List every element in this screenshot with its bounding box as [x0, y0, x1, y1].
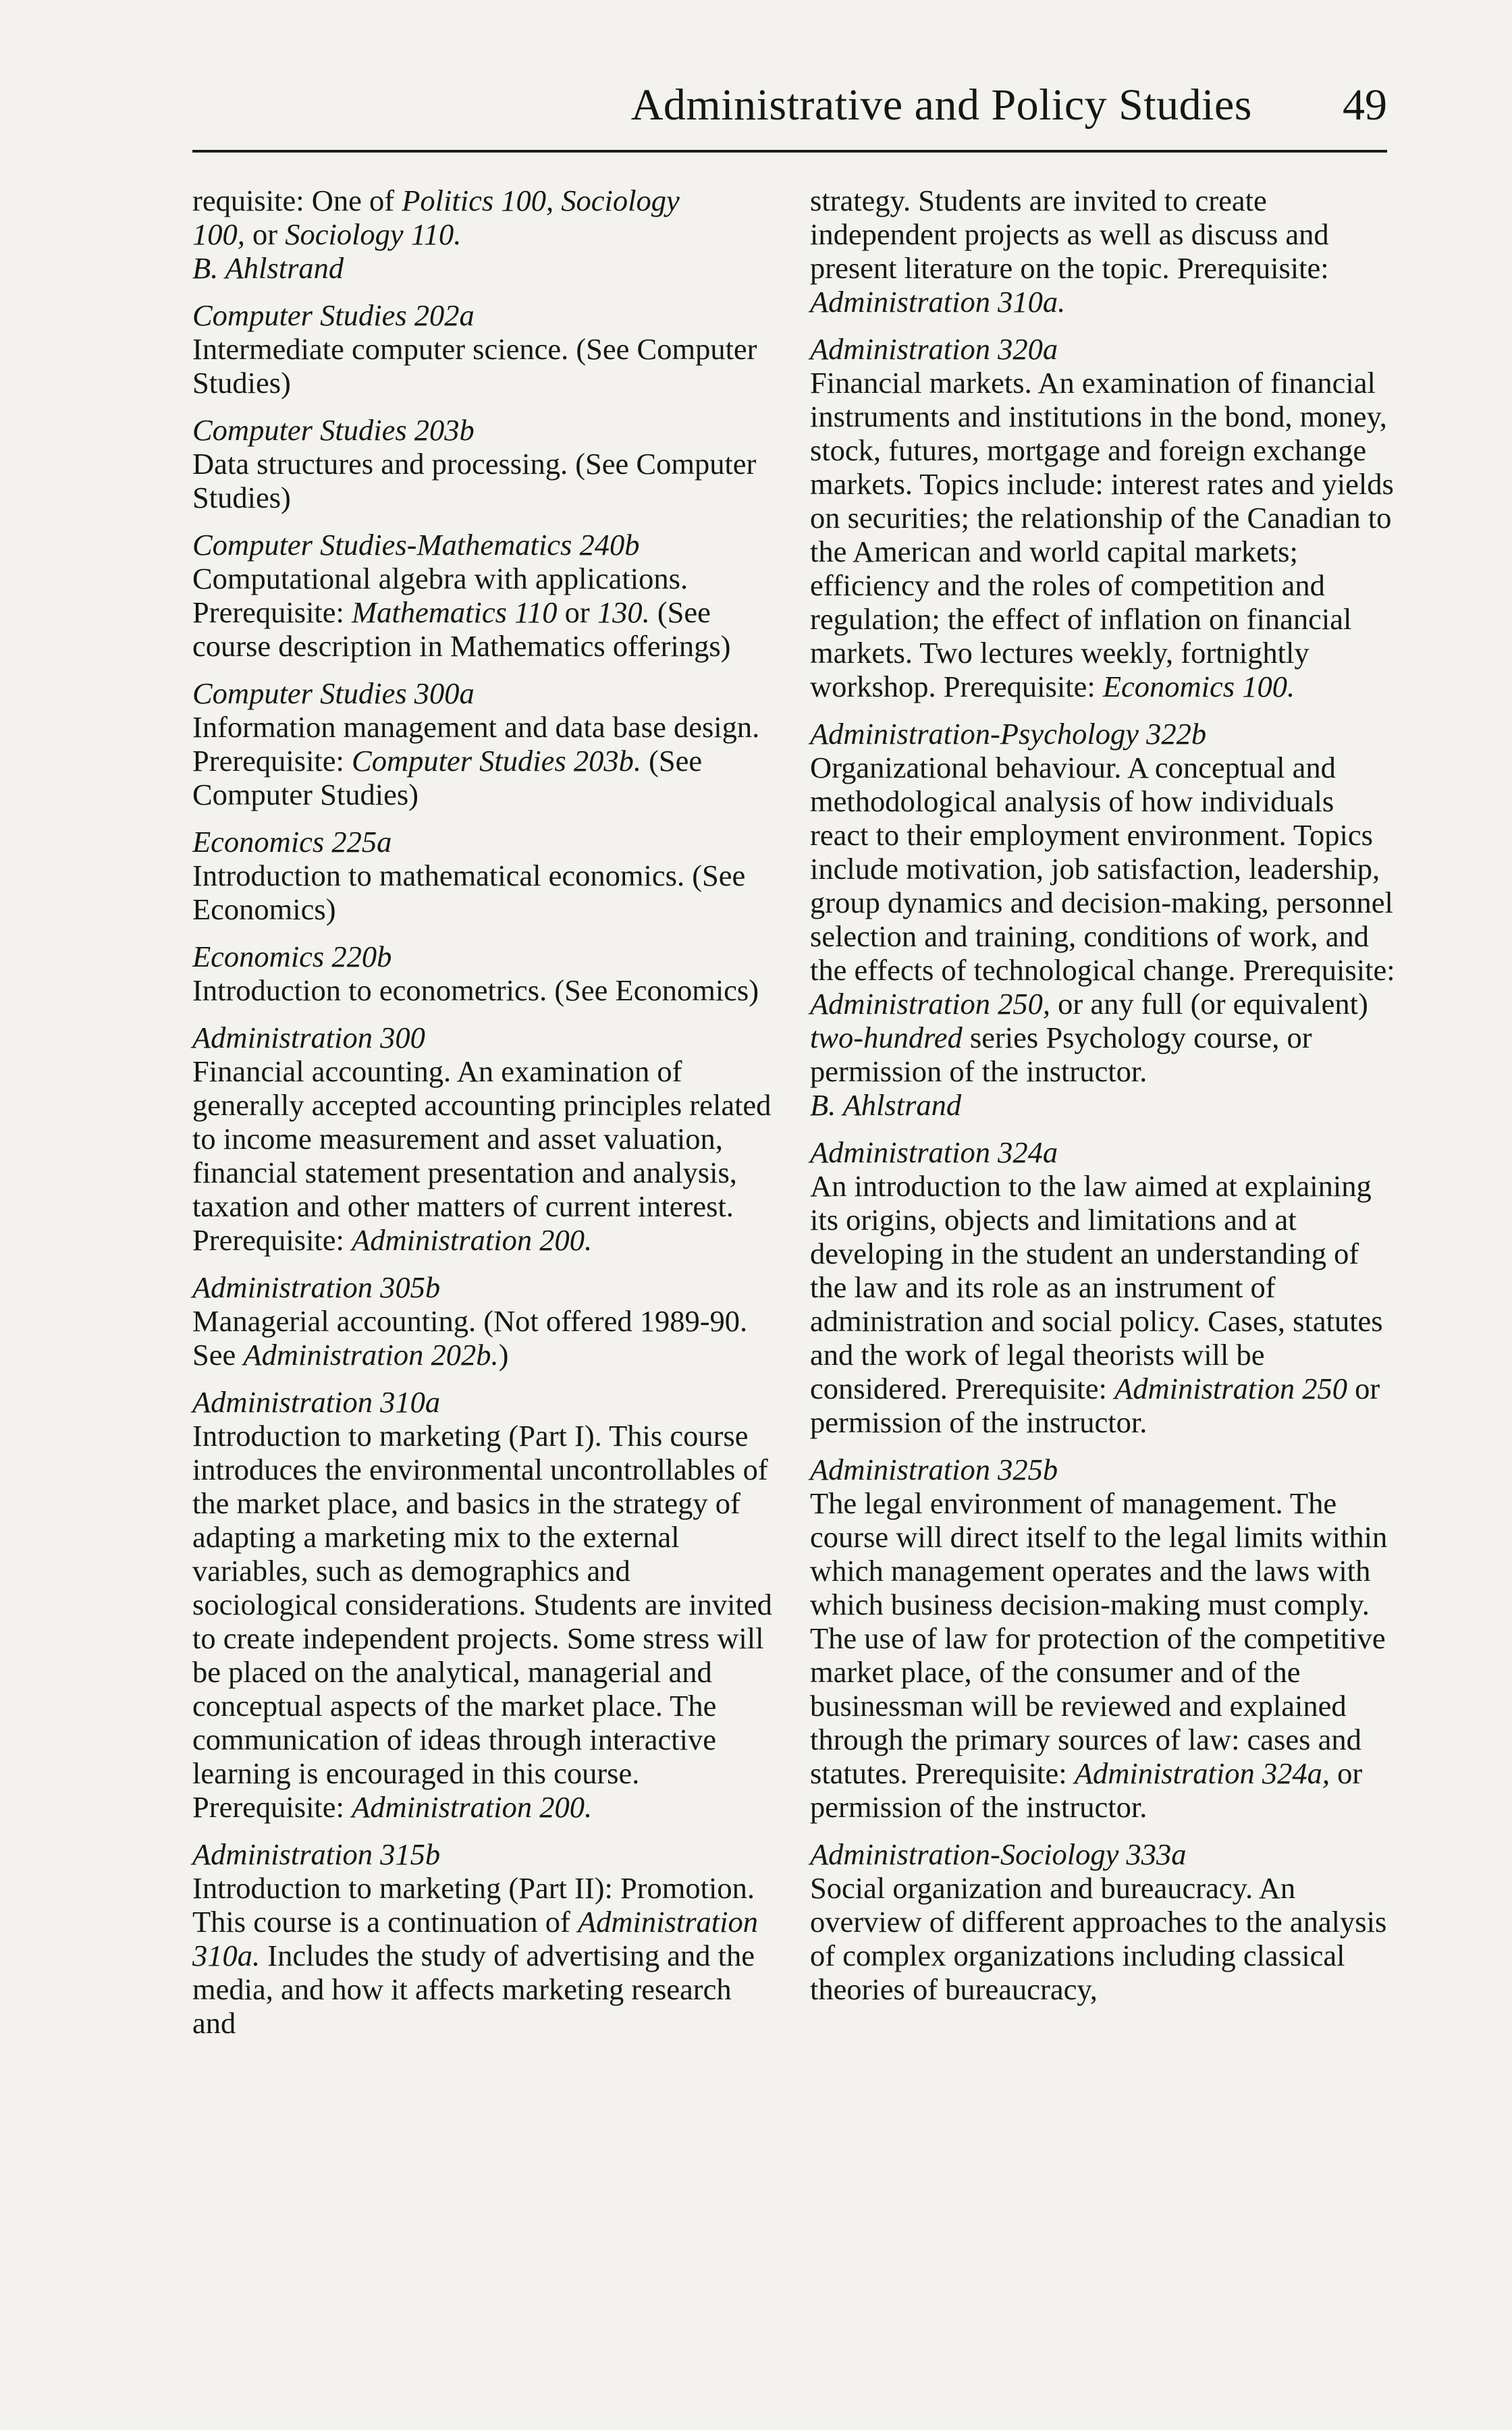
course-ref: Sociology 110. — [285, 217, 462, 251]
header-title: Administrative and Policy Studies — [630, 80, 1252, 130]
text: Computational algebra with applications. Prerequisite: — [192, 562, 688, 629]
course-ref: Administration 250, — [810, 987, 1051, 1021]
course-heading: Administration 305b — [192, 1270, 441, 1304]
course-entry — [192, 528, 773, 663]
course-entry — [192, 940, 773, 1007]
course-heading: Administration-Sociology 333a — [810, 1837, 1187, 1871]
course-description — [192, 710, 773, 811]
course-entry — [192, 676, 773, 811]
header-rule — [192, 150, 1387, 153]
text: Financial accounting. An examination of generally accepted accounting principles related to income measurement and asset valuation, financial statement presentation and analysis, taxation and other matters of current interest. Prerequisite: — [192, 1054, 772, 1257]
text: Includes the study of advertising and the media, and how it affects marketing research and — [192, 1939, 755, 2040]
course-heading: Administration 315b — [192, 1837, 441, 1871]
text: or permission of the instructor. — [810, 1756, 1363, 1824]
text: Financial markets. An examination of financial instruments and institutions in the bond, money, stock, futures, mortgage and foreign exchange markets. Topics include: interest rates and yields on securities; the relationship of the Canadian to the American and world capital markets; efficiency and the roles of competition and regulation; the effect of inflation on financial markets. Two lectures weekly, fortnightly workshop. Prerequisite: — [810, 366, 1394, 703]
text: Introduction to marketing (Part II): Promotion. This course is a continuation of — [192, 1871, 755, 1939]
course-heading: Administration 320a — [810, 332, 1058, 366]
course-ref: Administration 310a. — [810, 285, 1066, 319]
course-heading: Administration 325b — [810, 1453, 1058, 1486]
course-ref: Administration 324a, — [1074, 1756, 1330, 1790]
course-entry — [192, 1021, 773, 1257]
course-ref: Administration 202b. — [243, 1338, 499, 1372]
course-heading: Administration 310a — [192, 1385, 441, 1419]
course-ref: Mathematics 110 — [352, 595, 558, 629]
text: or permission of the instructor. — [810, 1372, 1380, 1439]
course-heading: Computer Studies 202a — [192, 298, 475, 332]
course-description — [192, 1871, 773, 2040]
instructor-name: B. Ahlstrand — [810, 1088, 962, 1122]
course-ref: Administration 310a. — [192, 1905, 758, 1972]
text: strategy. Students are invited to create independent projects as well as discuss and present literature on the topic. Prerequisite: — [810, 184, 1329, 285]
course-description: Introduction to mathematical economics. (See Economics) — [192, 859, 746, 926]
course-heading: Economics 225a — [192, 825, 392, 859]
course-ref: Politics 100, Sociology — [402, 184, 680, 217]
course-entry — [192, 298, 773, 400]
course-description — [192, 1304, 773, 1372]
course-description: Introduction to econometrics. (See Economics) — [192, 973, 759, 1007]
course-heading: Economics 220b — [192, 940, 392, 973]
course-entry — [810, 1135, 1397, 1439]
course-heading: Administration 324a — [810, 1135, 1058, 1169]
course-description: Data structures and processing. (See Computer Studies) — [192, 447, 757, 514]
course-entry — [192, 413, 773, 514]
course-heading: Computer Studies 300a — [192, 676, 475, 710]
continued-entry — [192, 184, 773, 285]
text: Introduction to marketing (Part I). This course introduces the environmental uncontrollables of the market place, and basics in the strategy of adapting a marketing mix to the external variables, such as demographics and sociological considerations. Students are invited to create independent projects. Some stress will be placed on the analytical, managerial and conceptual aspects of the market place. The communication of ideas through interactive learning is encouraged in this course. Prerequisite: — [192, 1419, 772, 1824]
text: The legal environment of management. The course will direct itself to the legal limits within which management operates and the laws with which business decision-making must comply. The use of law for protection of the competitive market place, of the consumer and of the businessman will be reviewed and explained through the primary sources of law: cases and statutes. Prerequisite: — [810, 1486, 1388, 1790]
course-entry — [192, 825, 773, 926]
course-description — [810, 1169, 1397, 1439]
text: requisite: One of — [192, 184, 402, 217]
course-description: Social organization and bureaucracy. An overview of different approaches to the analysis of complex organizations including classical theories of bureaucracy, — [810, 1871, 1387, 2006]
course-description — [192, 562, 773, 663]
course-ref: two-hundred — [810, 1021, 963, 1054]
right-column — [810, 184, 1397, 2020]
text: (See course description in Mathematics offerings) — [192, 595, 731, 663]
left-column — [192, 184, 773, 2053]
text: Managerial accounting. (Not offered 1989-90. See — [192, 1304, 748, 1372]
course-entry — [192, 1837, 773, 2040]
course-entry — [810, 1837, 1397, 2006]
text: or any full (or equivalent) — [1050, 987, 1368, 1021]
course-heading: Administration-Psychology 322b — [810, 717, 1207, 751]
text: ) — [498, 1338, 509, 1372]
course-description: Intermediate computer science. (See Computer Studies) — [192, 332, 757, 400]
course-description — [810, 1486, 1397, 1824]
course-ref: 100, — [192, 217, 245, 251]
course-heading: Administration 300 — [192, 1021, 425, 1054]
course-entry — [810, 717, 1397, 1122]
course-ref: Economics 100. — [1102, 670, 1295, 703]
course-heading: Computer Studies-Mathematics 240b — [192, 528, 640, 562]
course-ref: Computer Studies 203b. — [352, 744, 641, 778]
text: or — [557, 595, 597, 629]
text: Information management and data base design. Prerequisite: — [192, 710, 760, 778]
course-ref: Administration 200. — [352, 1223, 593, 1257]
page-number: 49 — [1343, 80, 1387, 130]
course-entry — [810, 1453, 1397, 1824]
course-description — [810, 751, 1397, 1088]
text: (See Computer Studies) — [192, 744, 703, 811]
course-description — [192, 1419, 773, 1824]
course-heading: Computer Studies 203b — [192, 413, 475, 447]
course-ref: 130. — [597, 595, 650, 629]
course-description — [192, 1054, 773, 1257]
text: Organizational behaviour. A conceptual and methodological analysis of how individuals react to their employment environment. Topics include motivation, job satisfaction, leadership, group dynamics and decision-making, personnel selection and training, conditions of work, and the effects of technological change. Prerequisite: — [810, 751, 1395, 987]
course-entry — [192, 1385, 773, 1824]
course-entry — [192, 1270, 773, 1372]
text: series Psychology course, or permission of the instructor. — [810, 1021, 1312, 1088]
course-description — [810, 366, 1397, 703]
text: or — [244, 217, 286, 251]
text: An introduction to the law aimed at explaining its origins, objects and limitations and at developing in the student an understanding of the law and its role as an instrument of administration and social policy. Cases, statutes and the work of legal theorists will be considered. Prerequisite: — [810, 1169, 1383, 1405]
course-ref: Administration 250 — [1114, 1372, 1347, 1405]
continued-entry — [810, 184, 1397, 319]
instructor-name: B. Ahlstrand — [192, 251, 344, 285]
course-entry — [810, 332, 1397, 703]
course-ref: Administration 200. — [352, 1790, 593, 1824]
running-header — [192, 80, 1387, 140]
